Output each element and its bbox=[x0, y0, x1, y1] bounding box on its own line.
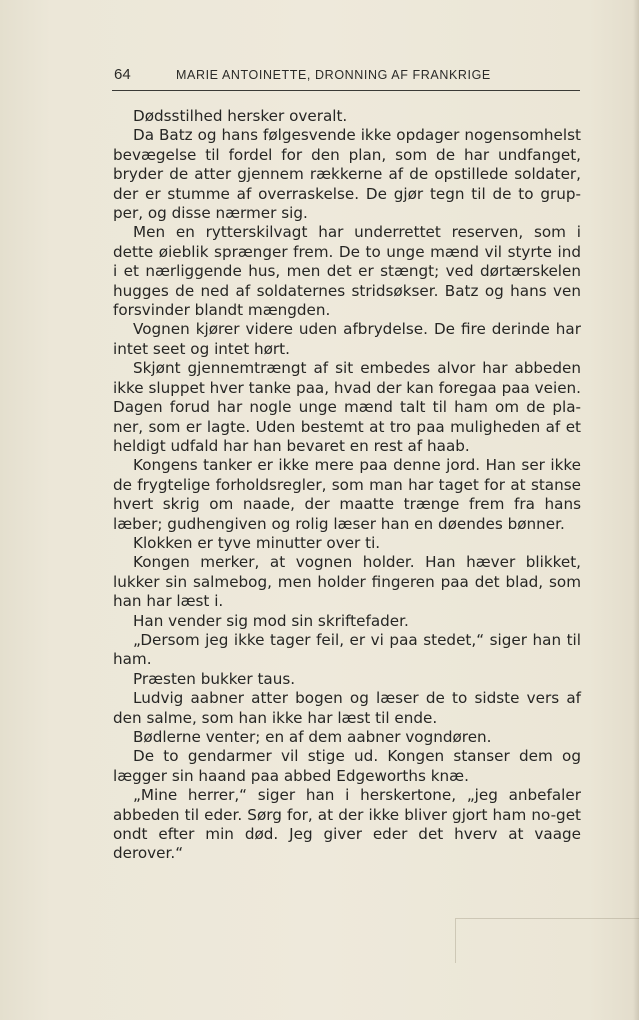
running-head: MARIE ANTOINETTE, DRONNING AF FRANKRIGE bbox=[176, 68, 491, 82]
paragraph: Kongens tanker er ikke mere paa denne jord. Han ser ikke de frygtelige forholdsregler, som man har taget for at stanse hvert skrig om naade, der maatte trænge frem fra hans læber; gudhengiven og rolig læser han en døendes bønner. bbox=[113, 456, 581, 533]
paragraph: Klokken er tyve minutter over ti. bbox=[133, 533, 381, 552]
paragraph: „Mine herrer,“ siger han i herskertone, „jeg anbefaler abbeden til eder. Sørg for, at der ikke bliver gjort ham no-get ondt efter min død. Jeg giver eder det hverv at vaage derover.“ bbox=[113, 786, 581, 863]
paragraph: Men en rytterskilvagt har underrettet reserven, som i dette øieblik sprænger frem. De to unge mænd vil styrte ind i et nærliggende hus, men det er stængt; ved dørtærskelen hugges de ned af soldaternes stridsøkser. Batz og hans ven forsvinder blandt mængden. bbox=[113, 223, 581, 320]
paragraph: Han vender sig mod sin skriftefader. bbox=[133, 611, 409, 630]
paragraph: Kongen merker, at vognen holder. Han hæver blikket, lukker sin salmebog, men holder fingeren paa det blad, som han har læst i. bbox=[113, 553, 581, 611]
paragraph: „Dersom jeg ikke tager feil, er vi paa stedet,“ siger han til ham. bbox=[113, 630, 581, 669]
paragraph: Da Batz og hans følgesvende ikke opdager nogensomhelst bevægelse til fordel for den plan, som de har undfanget, bryder de atter gjennem rækkerne af de opstillede soldater, der er stumme af overraskelse. De gjør tegn til de to grup-per, og disse nærmer sig. bbox=[113, 126, 581, 223]
paragraph: De to gendarmer vil stige ud. Kongen stanser dem og lægger sin haand paa abbed Edgeworths knæ. bbox=[113, 747, 581, 785]
paragraph: Præsten bukker taus. bbox=[133, 669, 296, 688]
body-text bbox=[113, 107, 581, 864]
paragraph: Ludvig aabner atter bogen og læser de to sidste vers af den salme, som han ikke har læst til ende. bbox=[113, 689, 581, 727]
paragraph: Bødlerne venter; en af dem aabner vogndøren. bbox=[133, 728, 492, 746]
paragraph: Skjønt gjennemtrængt af sit embedes alvor har abbeden ikke sluppet hver tanke paa, hvad der kan foregaa paa veien. Dagen forud har nogle unge mænd talt til ham om de pla-ner, som er lagte. Uden bestemt at tro paa muligheden af et heldigt udfald har han bevaret en rest af haab. bbox=[113, 359, 581, 455]
paragraph: Dødsstilhed hersker overalt. bbox=[133, 107, 348, 125]
page-number: 64 bbox=[114, 66, 131, 83]
faint-stamp-outline bbox=[455, 918, 639, 963]
page-header bbox=[112, 66, 580, 91]
page-edge-shadow bbox=[633, 0, 639, 1020]
paragraph: Vognen kjører videre uden afbrydelse. De fire derinde har intet seet og intet hørt. bbox=[113, 320, 581, 358]
